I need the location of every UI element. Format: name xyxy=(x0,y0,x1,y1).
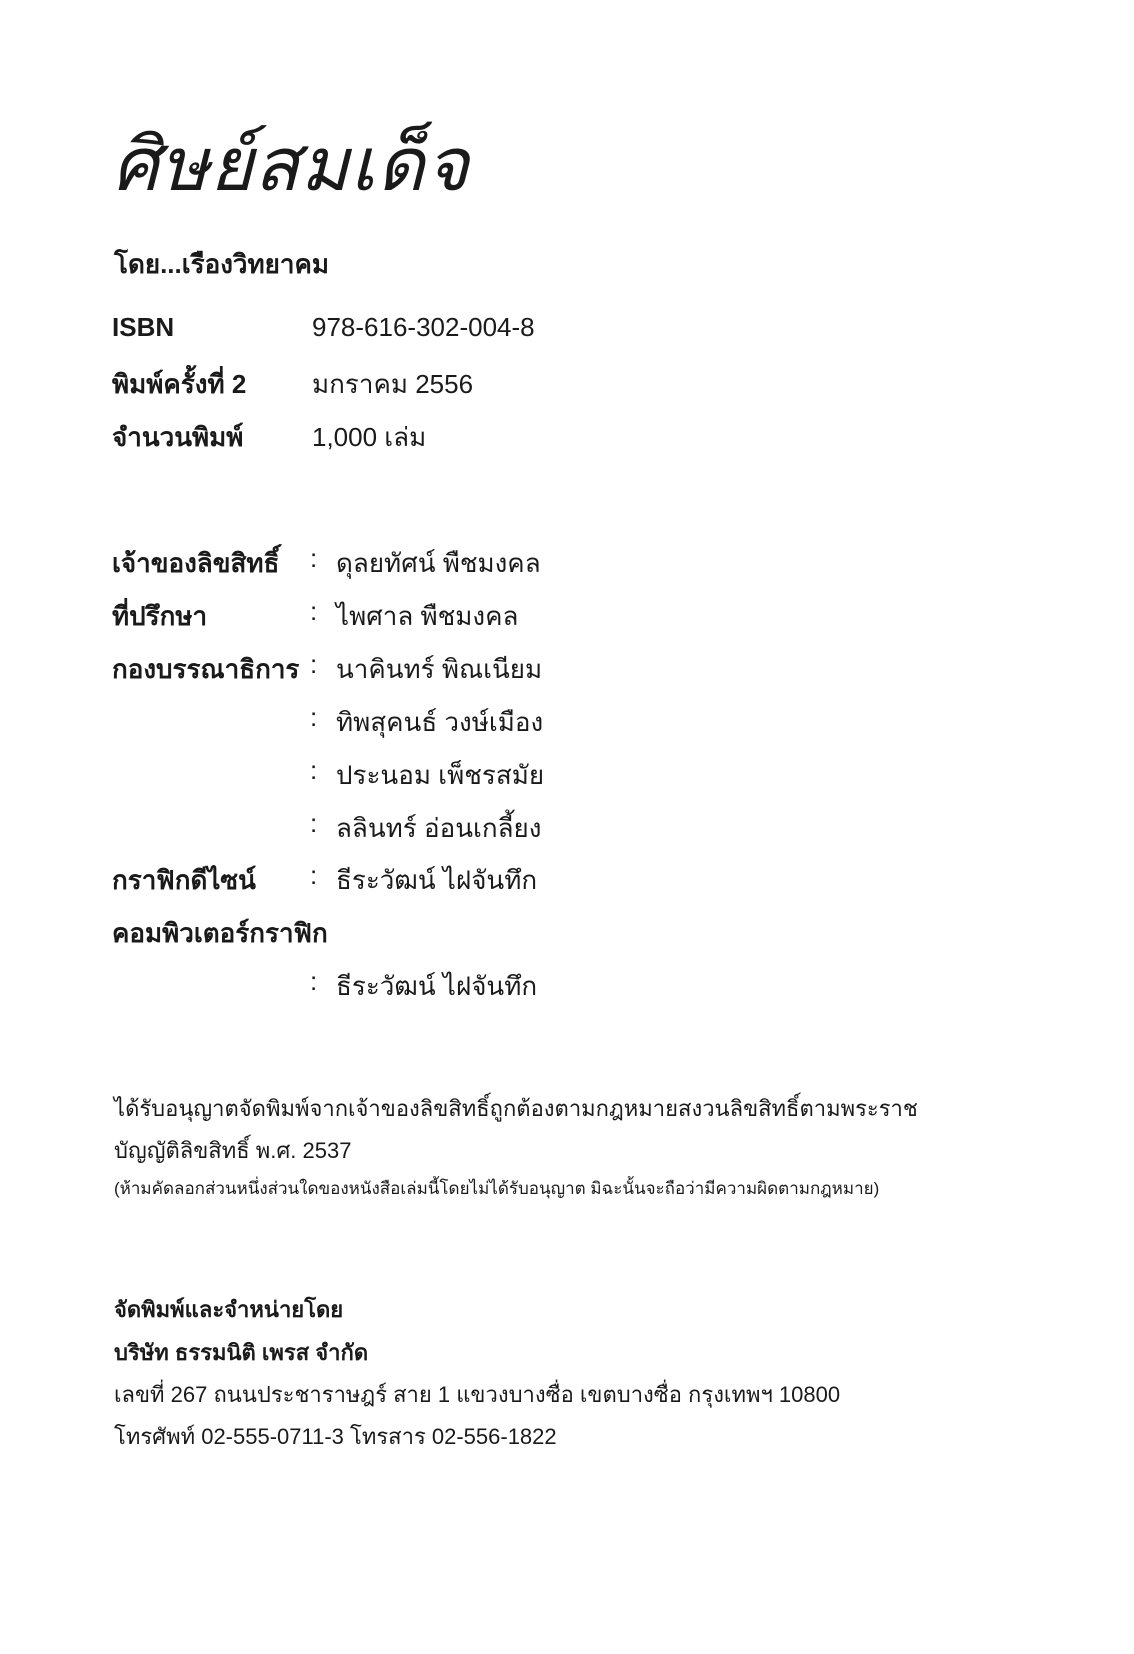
isbn-value: 978-616-302-004-8 xyxy=(312,312,535,342)
copyright-owner-value: ดุลยทัศน์ พืชมงคล xyxy=(336,548,541,578)
computer-graphic-value: ธีระวัฒน์ ไฝจันทึก xyxy=(336,971,538,1001)
colon-separator: : xyxy=(310,596,318,626)
edition-label: พิมพ์ครั้งที่ 2 xyxy=(112,369,247,399)
copy-warning: (ห้ามคัดลอกส่วนหนึ่งส่วนใดของหนังสือเล่มนี้โดยไม่ได้รับอนุญาต มิฉะนั้นจะถือว่ามีความผิดตามกฎหมาย) xyxy=(114,1179,880,1198)
permission-line-1: ได้รับอนุญาตจัดพิมพ์จากเจ้าของลิขสิทธิ์ถูกต้องตามกฎหมายสงวนลิขสิทธิ์ตามพระราช xyxy=(114,1096,918,1121)
publisher-name: บริษัท ธรรมนิติ เพรส จำกัด xyxy=(114,1340,369,1365)
advisor-label: ที่ปรึกษา xyxy=(112,601,208,631)
author-line: โดย...เรืองวิทยาคม xyxy=(114,249,330,279)
copyright-owner-label: เจ้าของลิขสิทธิ์ xyxy=(112,548,280,578)
book-title: ศิษย์สมเด็จ xyxy=(112,122,470,208)
editorial-value-4: ลลินทร์ อ่อนเกลี้ยง xyxy=(336,813,542,843)
colon-separator: : xyxy=(310,543,318,573)
editorial-value-2: ทิพสุคนธ์ วงษ์เมือง xyxy=(336,707,544,737)
editorial-label: กองบรรณาธิการ xyxy=(112,654,300,684)
advisor-value: ไพศาล พืชมงคล xyxy=(336,601,519,631)
colon-separator: : xyxy=(310,860,318,890)
isbn-label: ISBN xyxy=(112,312,175,342)
print-count-value: 1,000 เล่ม xyxy=(312,422,427,452)
editorial-value-3: ประนอม เพ็ชรสมัย xyxy=(336,760,545,790)
editorial-value-1: นาคินทร์ พิณเนียม xyxy=(336,654,543,684)
colon-separator: : xyxy=(310,755,318,785)
colon-separator: : xyxy=(310,649,318,679)
colon-separator: : xyxy=(310,702,318,732)
edition-value: มกราคม 2556 xyxy=(312,369,474,399)
colon-separator: : xyxy=(310,966,318,996)
publisher-phone: โทรศัพท์ 02-555-0711-3 โทรสาร 02-556-1822 xyxy=(114,1424,557,1449)
publisher-heading: จัดพิมพ์และจำหน่ายโดย xyxy=(114,1297,344,1322)
graphic-design-label: กราฟิกดีไซน์ xyxy=(112,865,256,895)
colon-separator: : xyxy=(310,808,318,838)
graphic-design-value: ธีระวัฒน์ ไฝจันทึก xyxy=(336,865,538,895)
publisher-address: เลขที่ 267 ถนนประชาราษฎร์ สาย 1 แขวงบางซื่อ เขตบางซื่อ กรุงเทพฯ 10800 xyxy=(114,1382,841,1407)
computer-graphic-label: คอมพิวเตอร์กราฟิก xyxy=(112,918,328,948)
print-count-label: จำนวนพิมพ์ xyxy=(112,422,244,452)
permission-line-2: บัญญัติลิขสิทธิ์ พ.ศ. 2537 xyxy=(114,1138,352,1163)
